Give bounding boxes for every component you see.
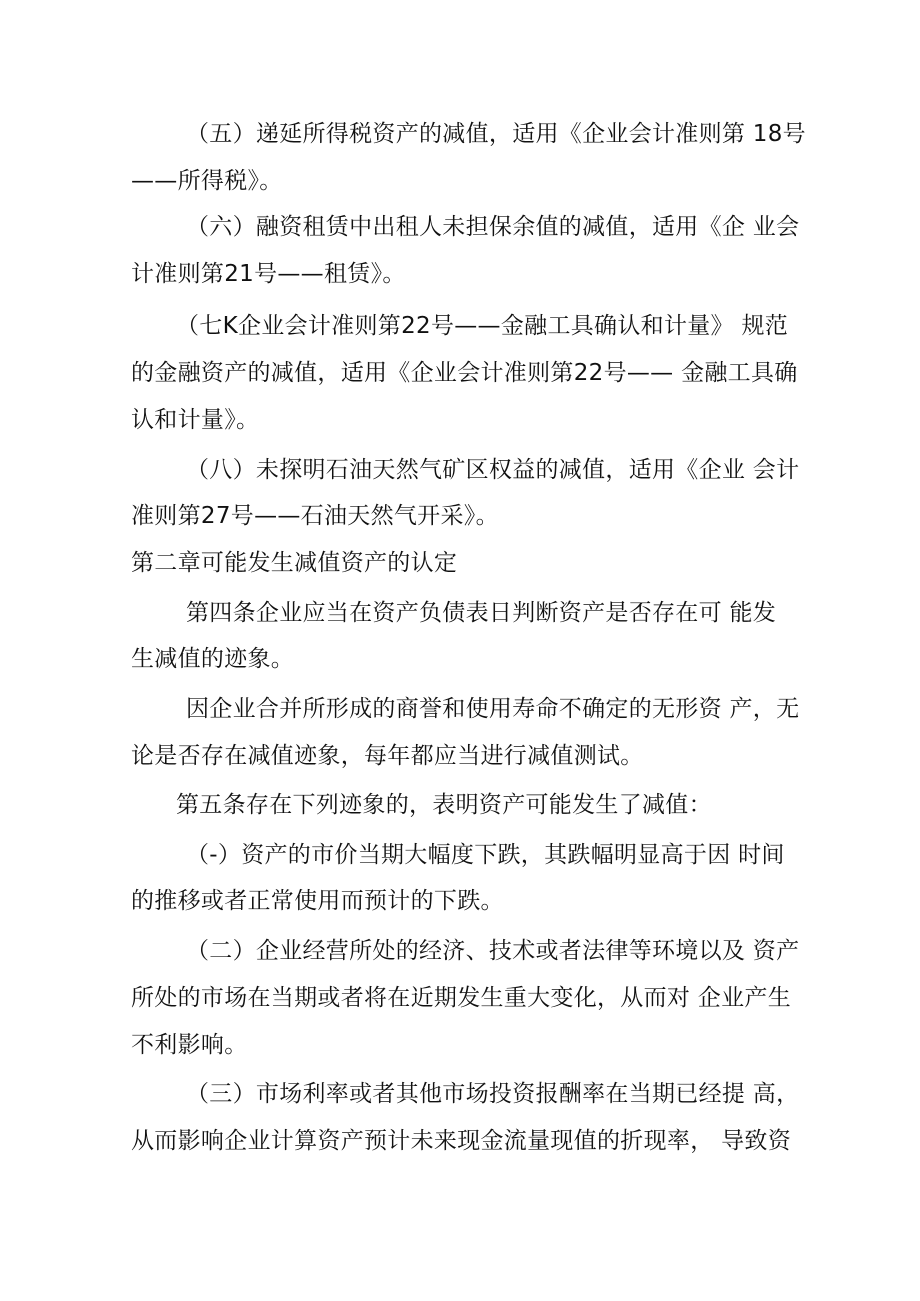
text-line: 所处的市场在当期或者将在近期发生重大变化，从而对 企业产生 — [131, 985, 792, 1011]
text-line: ——所得税》。 — [131, 168, 283, 194]
text-line: （五）递延所得税资产的减值，适用《企业会计准则第 18号 — [186, 121, 806, 147]
text-line: （二）企业经营所处的经济、技术或者法律等环境以及 资产 — [186, 938, 800, 964]
text-line: （八）未探明石油天然气矿区权益的减值，适用《企业 会计 — [186, 457, 800, 483]
text-line: 认和计量》。 — [131, 407, 260, 433]
text-line: 第五条存在下列迹象的，表明资产可能发生了减值： — [176, 792, 712, 818]
text-line: （七K企业会计准则第22号——金融工具确认和计量》 规范 — [176, 313, 789, 339]
text-line: 从而影响企业计算资产预计未来现金流量现值的折现率， 导致资 — [131, 1128, 792, 1154]
text-line: 生减值的迹象。 — [131, 646, 295, 672]
text-line: （六）融资租赁中出租人未担保余值的减值，适用《企 业会 — [186, 214, 800, 240]
text-line: 第四条企业应当在资产负债表日判断资产是否存在可 能发 — [186, 600, 777, 626]
text-line: 因企业合并所形成的商誉和使用寿命不确定的无形资 产，无 — [186, 696, 800, 722]
text-line: 的推移或者正常使用而预计的下跌。 — [131, 888, 504, 914]
chapter-heading: 第二章可能发生减值资产的认定 — [131, 550, 458, 576]
text-line: 不利影响。 — [131, 1032, 248, 1058]
text-line: 准则第27号——石油天然气开采》。 — [131, 503, 499, 529]
text-line: （-）资产的市价当期大幅度下跌，其跌幅明显高于因 时间 — [186, 842, 785, 868]
text-line: 计准则第21号——租赁》。 — [131, 261, 406, 287]
text-line: 论是否存在减值迹象，每年都应当进行减值测试。 — [131, 743, 644, 769]
text-line: 的金融资产的减值，适用《企业会计准则第22号—— 金融工具确 — [131, 360, 798, 386]
text-line: （三）市场利率或者其他市场投资报酬率在当期已经提 高， — [186, 1081, 800, 1107]
